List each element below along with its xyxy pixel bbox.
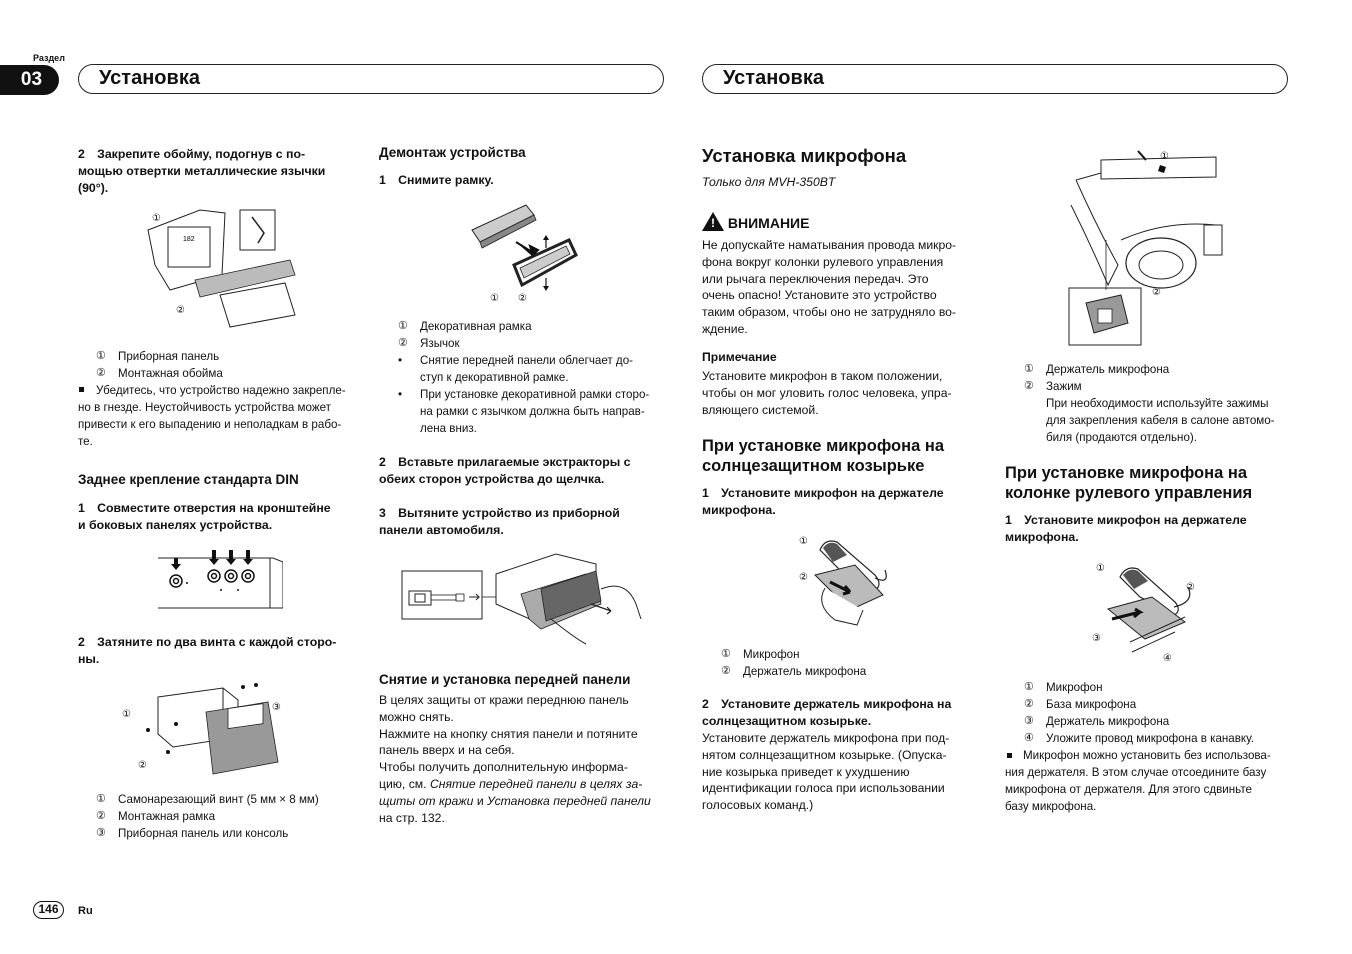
callout-2: ② xyxy=(799,572,808,583)
page-title-right: Установка xyxy=(702,64,1288,94)
callout-2: ② xyxy=(138,760,147,771)
square-bullet-icon xyxy=(1007,753,1012,758)
visor-title: При установке микрофона на солнцезащитном козырьке xyxy=(702,437,945,475)
callout-2: ② xyxy=(1186,582,1195,593)
callout-1: ① xyxy=(1096,563,1105,574)
section-number-badge: 03 xyxy=(0,65,59,95)
callout-1: ① xyxy=(122,709,131,720)
front-panel-text: В целях защиты от кражи переднюю панель можно снять. Нажмите на кнопку снятия панели и потяните панель вверх и на себя. Чтобы получить дополнительную информа- цию, см. Снятие передней панели в целях за- щиты от кражи и Установка передней панели на стр. 132. xyxy=(379,693,651,825)
column-mount-title: При установке микрофона на колонке рулевого управления xyxy=(1005,464,1253,502)
list-item: ② Держатель микрофона xyxy=(721,665,867,678)
removal-step1: 1 Снимите рамку. xyxy=(379,173,494,187)
col4-list xyxy=(1024,361,1294,446)
sleeve-illustration xyxy=(140,205,310,335)
list-item: ② Монтажная обойма xyxy=(96,367,223,380)
column-step1: 1 Установите микрофон на держателе микрофона. xyxy=(1005,513,1247,544)
list-item: ④ Уложите провод микрофона в канавку. xyxy=(1024,732,1254,745)
callout-1: ① xyxy=(152,213,161,224)
callout-3: ③ xyxy=(1092,633,1101,644)
list-item: При необходимости используйте зажимы для закрепления кабеля в салоне автомо- биля (продаются отдельно). xyxy=(1046,397,1275,444)
warning-triangle-icon: ! xyxy=(702,212,724,231)
callout-1: ① xyxy=(490,293,499,304)
section-label: Раздел xyxy=(33,53,65,63)
callout-3: ③ xyxy=(272,702,281,713)
col1-list1 xyxy=(96,348,356,382)
front-panel-title: Снятие и установка передней панели xyxy=(379,672,631,687)
note-title: Примечание xyxy=(702,350,777,364)
removal-title: Демонтаж устройства xyxy=(379,145,526,160)
callout-1: ① xyxy=(1160,151,1169,162)
list-item: ③ Приборная панель или консоль xyxy=(96,827,289,840)
list-item: ② Монтажная рамка xyxy=(96,810,216,823)
mic-install-subtitle: Только для MVH-350BT xyxy=(702,175,836,189)
list-item: ② Зажим xyxy=(1024,380,1082,393)
visor-step1: 1 Установите микрофон на держателе микрофона. xyxy=(702,486,944,517)
list-item: ① Микрофон xyxy=(1024,681,1103,694)
din-step2: 2 Затяните по два винта с каждой сторо- ны. xyxy=(78,635,337,666)
list-item: ① Декоративная рамка xyxy=(398,320,532,333)
language-code: Ru xyxy=(78,905,93,917)
frame-removal-illustration xyxy=(464,200,579,305)
sleeve-dimension-label: 182 xyxy=(183,236,195,243)
list-item: ① Держатель микрофона xyxy=(1024,363,1170,376)
warning-heading: ! ВНИМАНИЕ xyxy=(702,212,809,231)
col3-list xyxy=(721,646,981,680)
visor-mount-illustration xyxy=(1066,145,1226,350)
visor-text: Установите держатель микрофона при под- нятом солнцезащитном козырьке. (Опуска- ние козырька приведет к ухудшению идентификации голоса при использовании голосовых команд.) xyxy=(702,731,950,813)
col1-bullet-note: Убедитесь, что устройство надежно закрепле- но в гнезде. Неустойчивость устройства может привести к его выпадению и неполадкам в рабо- те. xyxy=(78,384,346,448)
page-number: 146 xyxy=(33,901,64,919)
col2-list xyxy=(398,318,668,437)
visor-step2: 2 Установите держатель микрофона на солнцезащитном козырьке. xyxy=(702,697,952,728)
page-title-left: Установка xyxy=(78,64,664,94)
callout-1: ① xyxy=(799,536,808,547)
unit-extraction-illustration xyxy=(401,549,646,649)
column-mic-illustration xyxy=(1090,557,1205,667)
col1-step2: 2 Закрепите обойму, подогнув с по- мощью отвертки металлические язычки (90°). xyxy=(78,147,326,195)
din-title: Заднее крепление стандарта DIN xyxy=(78,472,299,487)
col4-list2 xyxy=(1024,679,1304,747)
note-text: Установите микрофон в таком положении, чтобы он мог уловить голос человека, упра- вляющего системой. xyxy=(702,369,952,417)
list-item: • При установке декоративной рамки сторо- на рамки с язычком должна быть направ- лена вниз. xyxy=(398,388,650,435)
mic-holder-illustration xyxy=(795,530,895,630)
list-item: ② База микрофона xyxy=(1024,698,1137,711)
warning-text: Не допускайте наматывания провода микро- фона вокруг колонки рулевого управления или рычага переключения передач. Это очень опасно! Установите это устройство таким образом, чтобы оно не затрудняло во- ждение. xyxy=(702,238,957,336)
list-item: ① Микрофон xyxy=(721,648,800,661)
col1-list2 xyxy=(96,791,376,842)
removal-step3: 3 Вытяните устройство из приборной панели автомобиля. xyxy=(379,506,620,537)
callout-2: ② xyxy=(1152,287,1161,298)
din-step1: 1 Совместите отверстия на кронштейне и боковых панелях устройства. xyxy=(78,501,331,532)
list-item: • Снятие передней панели облегчает до- ступ к декоративной рамке. xyxy=(398,354,634,384)
col4-bullet: Микрофон можно установить без использова- ния держателя. В этом случае отсоедините базу микрофона от держателя. Для этого сдвиньте базу микрофона. xyxy=(1005,749,1271,813)
callout-2: ② xyxy=(518,293,527,304)
removal-step2: 2 Вставьте прилагаемые экстракторы с обеих сторон устройства до щелчка. xyxy=(379,455,631,486)
list-item: ① Самонарезающий винт (5 мм × 8 мм) xyxy=(96,793,319,806)
mic-install-title: Установка микрофона xyxy=(702,145,907,166)
list-item: ② Язычок xyxy=(398,337,460,350)
callout-2: ② xyxy=(176,305,185,316)
callout-4: ④ xyxy=(1163,653,1172,664)
square-bullet-icon xyxy=(79,387,84,392)
list-item: ③ Держатель микрофона xyxy=(1024,715,1170,728)
din-bracket-illustration xyxy=(158,548,283,612)
list-item: ① Приборная панель xyxy=(96,350,220,363)
din-screw-illustration xyxy=(118,682,293,777)
